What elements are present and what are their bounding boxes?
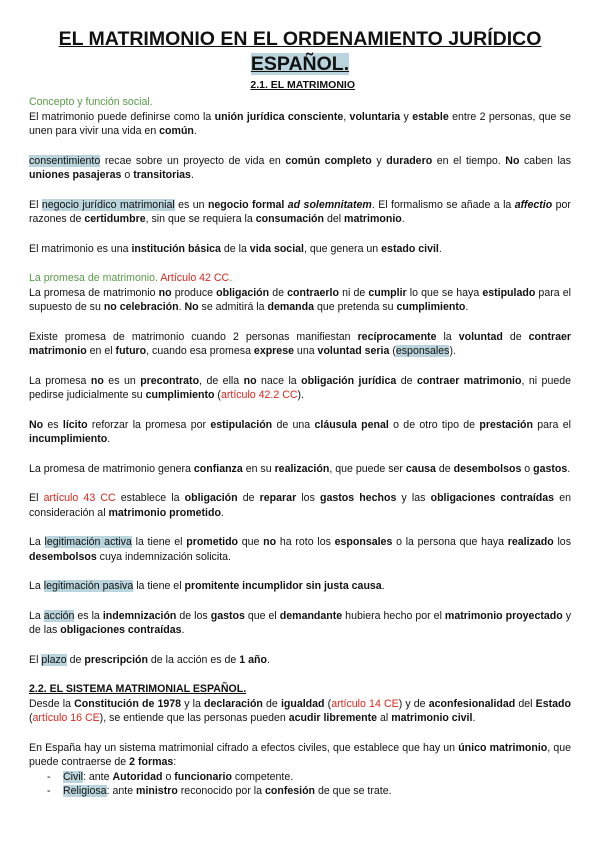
paragraph-institucion: El matrimonio es una institución básica de la vida social, que genera un estado civil. xyxy=(29,242,442,255)
paragraph-promesa-obligacion: La promesa de matrimonio no produce obligación de contraerlo ni de cumplir lo que se haya estipulado para el supuesto de su no celebración. No se admitirá la demanda que pretenda su cumplimiento. xyxy=(29,286,572,313)
paragraph-plazo: El plazo de prescripción de la acción es de 1 año. xyxy=(29,653,270,666)
paragraph-negocio-juridico: El negocio jurídico matrimonial es un negocio formal ad solemnitatem. El formalismo se añade a la affectio por razones de certidumbre, sin que se requiera la consumación del matrimonio. xyxy=(29,198,571,225)
paragraph-consentimiento: consentimiento recae sobre un proyecto de vida en común completo y duradero en el tiempo. No caben las uniones pasajeras o transitorias. xyxy=(29,154,571,181)
document-title xyxy=(0,0,600,77)
title-line-2: ESPAÑOL. xyxy=(250,53,350,75)
paragraph-existe-promesa: Existe promesa de matrimonio cuando 2 personas manifiestan recíprocamente la voluntad de contraer matrimonio en el futuro, cuando esa promesa exprese una voluntad seria (esponsales). xyxy=(29,330,571,357)
paragraph-sistema: En España hay un sistema matrimonial cifrado a efectos civiles, que establece que hay un único matrimonio, que puede contraerse de 2 formas: xyxy=(29,741,572,768)
paragraph-licito: No es lícito reforzar la promesa por estipulación de una cláusula penal o de otro tipo de prestación para el incumplimiento. xyxy=(29,418,571,445)
list-item-religiosa: - Religiosa: ante ministro reconocido por la confesión de que se trate. xyxy=(47,784,571,799)
paragraph-constitucion: Desde la Constitución de 1978 y la declaración de igualdad (artículo 14 CE) y de aconfesionalidad del Estado (artículo 16 CE), se entiende que las personas pueden acudir libremente al matrimonio civil. xyxy=(29,697,571,724)
title-line-1: EL MATRIMONIO EN EL ORDENAMIENTO JURÍDICO xyxy=(58,28,542,50)
paragraph-legitimacion-pasiva: La legitimación pasiva la tiene el promitente incumplidor sin justa causa. xyxy=(29,580,385,592)
paragraph-legitimacion-activa: La legitimación activa la tiene el prometido que no ha roto los esponsales o la persona que haya realizado los desembolsos cuya indemnización solicita. xyxy=(29,536,571,563)
promise-heading: La promesa de matrimonio. Artículo 42 CC. xyxy=(29,272,233,284)
paragraph-accion: La acción es la indemnización de los gastos que el demandante hubiera hecho por el matrimonio proyectado y de las obligaciones contraídas. xyxy=(29,609,571,636)
forms-list xyxy=(29,770,571,799)
section-heading-2-1: 2.1. EL MATRIMONIO xyxy=(250,79,355,91)
paragraph-precontrato: La promesa no es un precontrato, de ella no nace la obligación jurídica de contraer matrimonio, ni puede pedirse judicialmente su cumplimiento (artículo 42.2 CC). xyxy=(29,374,572,401)
paragraph-confianza: La promesa de matrimonio genera confianza en su realización, que puede ser causa de desembolsos o gastos. xyxy=(29,462,571,475)
section-heading-2-2: 2.2. EL SISTEMA MATRIMONIAL ESPAÑOL. xyxy=(29,683,247,695)
list-item-civil: - Civil: ante Autoridad o funcionario competente. xyxy=(47,770,571,785)
document-body xyxy=(29,95,571,799)
paragraph-articulo-43: El artículo 43 CC establece la obligación de reparar los gastos hechos y las obligaciones contraídas en consideración al matrimonio prometido. xyxy=(29,492,571,519)
paragraph-definition: El matrimonio puede definirse como la unión jurídica consciente, voluntaria y estable entre 2 personas, que se unen para vivir una vida en común. xyxy=(29,110,571,137)
concept-heading: Concepto y función social. xyxy=(29,96,153,108)
